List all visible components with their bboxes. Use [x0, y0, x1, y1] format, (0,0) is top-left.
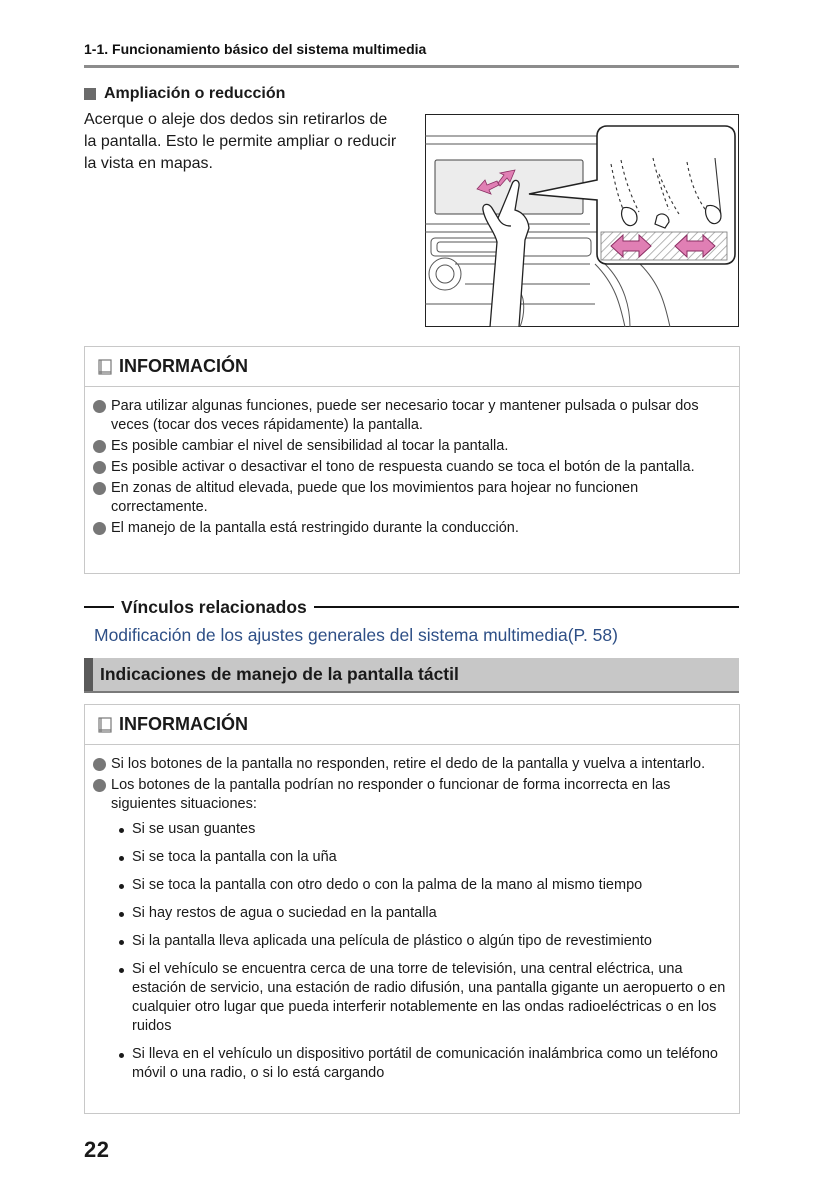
sub-bullet-icon — [119, 912, 124, 917]
sub-bullet-icon — [119, 884, 124, 889]
section-rule — [84, 691, 739, 693]
book-icon — [97, 716, 113, 734]
pinch-zoom-illustration — [425, 114, 739, 327]
situations-list — [111, 820, 727, 1083]
sub-bullet-icon — [119, 828, 124, 833]
bullet-icon — [93, 400, 106, 413]
book-icon — [97, 358, 113, 376]
sub-bullet-icon — [119, 1053, 124, 1058]
zoom-heading-text: Ampliación o reducción — [104, 85, 286, 102]
bullet-icon — [93, 779, 106, 792]
bullet-icon — [93, 482, 106, 495]
bullet-icon — [93, 440, 106, 453]
info-box-2-title: INFORMACIÓN — [119, 714, 248, 734]
section-title-bar — [84, 658, 739, 691]
sub-list-item: Si la pantalla lleva aplicada una película de plástico o algún tipo de revestimiento — [117, 932, 727, 951]
list-item: Es posible cambiar el nivel de sensibilidad al tocar la pantalla. — [93, 437, 727, 456]
list-item: Para utilizar algunas funciones, puede ser necesario tocar y mantener pulsada o pulsar dos veces (tocar dos veces rápidamente) la pantalla. — [93, 397, 727, 435]
bullet-icon — [93, 758, 106, 771]
info-box-2 — [84, 704, 740, 1114]
list-item: Si los botones de la pantalla no responden, retire el dedo de la pantalla y vuelva a intentarlo. — [93, 755, 727, 774]
zoom-description: Acerque o aleje dos dedos sin retirarlos de la pantalla. Esto le permite ampliar o reducir la vista en mapas. — [84, 111, 397, 172]
sub-list-item: Si se usan guantes — [117, 820, 727, 839]
page-number: 22 — [84, 1137, 110, 1162]
section-accent — [84, 658, 93, 691]
sub-list-item: Si el vehículo se encuentra cerca de una torre de televisión, una central eléctrica, una estación de servicio, una estación de radio difusión, una pantalla gigante un aeropuerto o en cualquier otro lugar que pueda interferir notablemente en las ondas radioeléctricas o en los ruidos — [117, 960, 727, 1036]
general-settings-link[interactable]: Modificación de los ajustes generales del sistema multimedia(P. 58) — [94, 625, 618, 645]
list-item: En zonas de altitud elevada, puede que los movimientos para hojear no funcionen correctamente. — [93, 479, 727, 517]
related-links-heading — [84, 595, 739, 619]
related-links-title: Vínculos relacionados — [121, 596, 307, 617]
running-header: 1-1. Funcionamiento básico del sistema multimedia — [84, 41, 427, 57]
bullet-icon — [93, 461, 106, 474]
sub-bullet-icon — [119, 968, 124, 973]
sub-list-item: Si se toca la pantalla con otro dedo o con la palma de la mano al mismo tiempo — [117, 876, 727, 895]
zoom-heading — [84, 85, 285, 103]
list-item: Es posible activar o desactivar el tono de respuesta cuando se toca el botón de la pantalla. — [93, 458, 727, 477]
info-box-1 — [84, 346, 740, 574]
list-item: El manejo de la pantalla está restringido durante la conducción. — [93, 519, 727, 538]
info-box-1-list — [85, 387, 739, 548]
sub-bullet-icon — [119, 856, 124, 861]
info-box-2-list — [85, 745, 739, 1100]
info-box-1-header — [85, 347, 739, 387]
header-rule — [84, 65, 739, 68]
info-box-1-title: INFORMACIÓN — [119, 356, 248, 376]
bullet-icon — [93, 522, 106, 535]
heading-line-right — [314, 606, 739, 608]
section-title: Indicaciones de manejo de la pantalla táctil — [100, 664, 459, 684]
heading-line-left — [84, 606, 114, 608]
sub-list-item: Si hay restos de agua o suciedad en la pantalla — [117, 904, 727, 923]
square-bullet-icon — [84, 88, 96, 100]
sub-list-item: Si lleva en el vehículo un dispositivo portátil de comunicación inalámbrica como un teléfono móvil o una radio, o si lo está cargando — [117, 1045, 727, 1083]
list-item: Los botones de la pantalla podrían no responder o funcionar de forma incorrecta en las siguientes situaciones: Si se usan guantes Si se toca la pantalla con la uña Si se toca la pantalla con otro dedo o con la palma de la mano al mismo tiempo Si hay restos de agua o suciedad en la pantalla Si la pantalla lleva aplicada una película de plástico o algún tipo de revestimiento Si el vehículo se encuentra cerca de una torre de televisión, una central eléctrica, una estación de servicio, una estación de radio difusión, una pantalla gigante un aeropuerto o en cualquier otro lugar que pueda interferir notablemente en las ondas radioeléctricas o en los ruidos Si lleva en el vehículo un dispositivo portátil de comunicación inalámbrica como un teléfono móvil o una radio, o si lo está cargando — [93, 776, 727, 1083]
sub-bullet-icon — [119, 940, 124, 945]
sub-list-item: Si se toca la pantalla con la uña — [117, 848, 727, 867]
info-box-2-header — [85, 705, 739, 745]
